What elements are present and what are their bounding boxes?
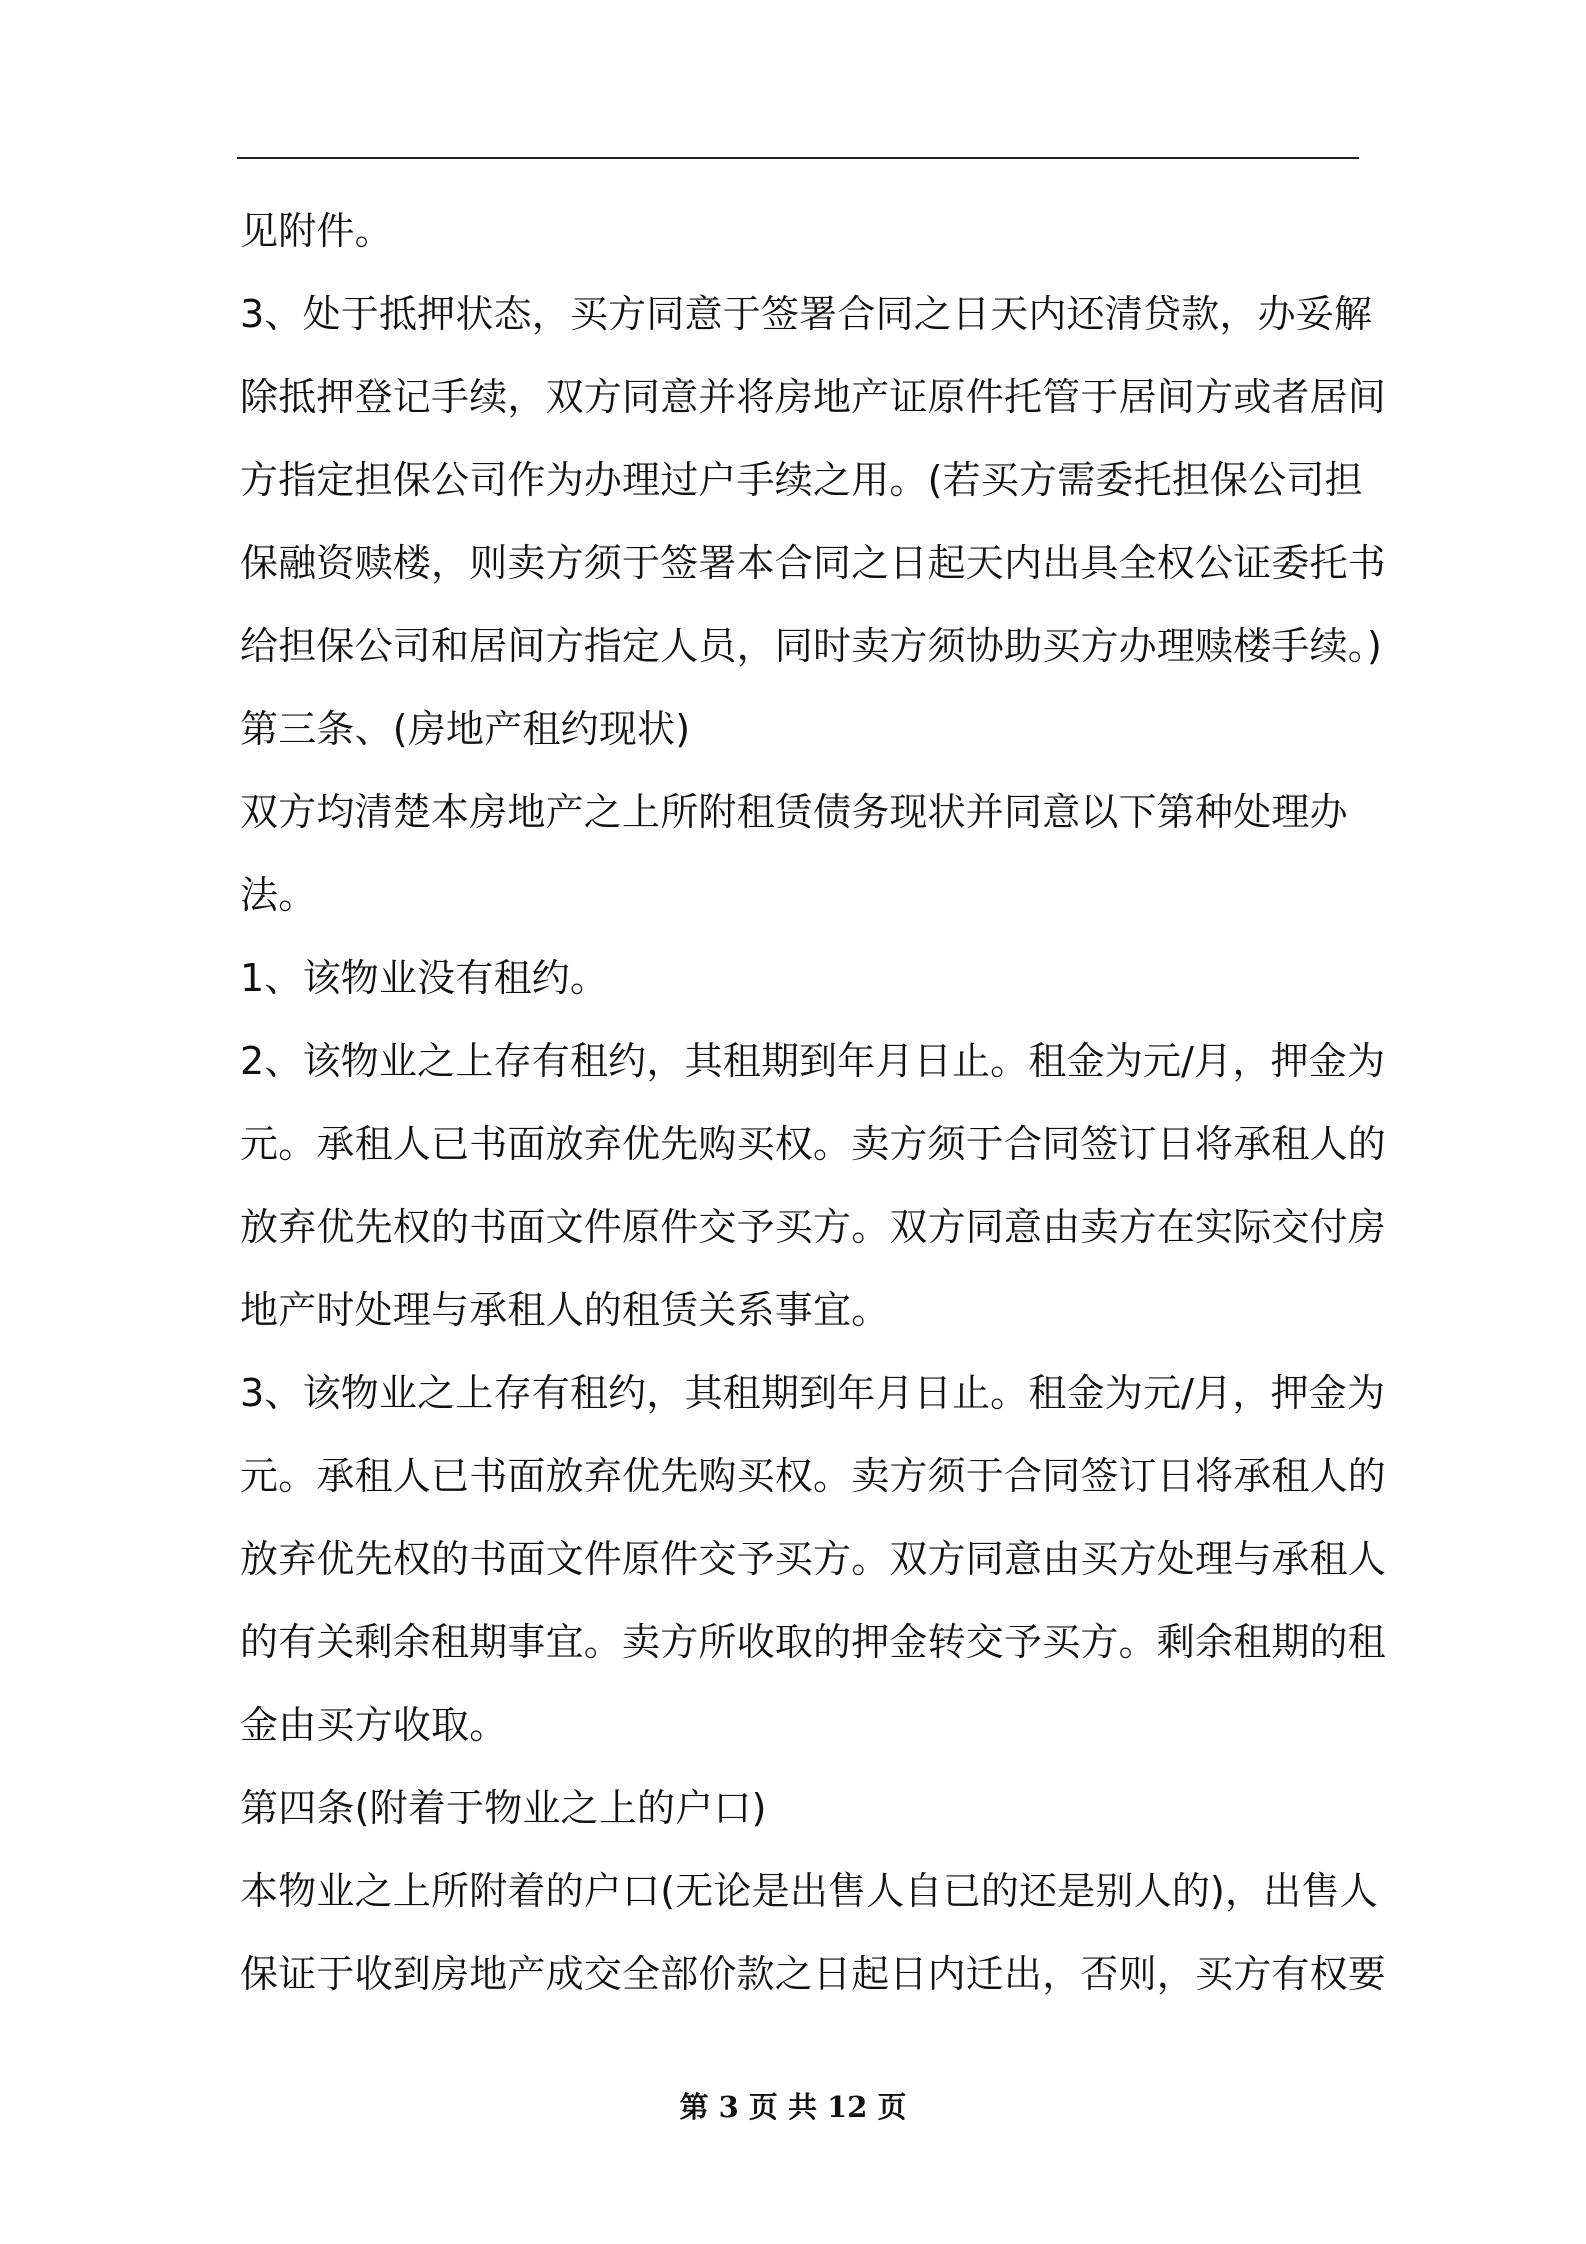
section-heading: 第三条、(房地产租约现状) — [240, 707, 691, 751]
text-line: 地产时处理与承租人的租赁关系事宜。 — [240, 1288, 890, 1332]
document-body — [240, 190, 1387, 2016]
text-line: 元。承租人已书面放弃优先购买权。卖方须于合同签订日将承租人的 — [240, 1122, 1387, 1166]
text-line: 保证于收到房地产成交全部价款之日起日内迁出，否则，买方有权要 — [240, 1952, 1387, 1996]
text-line: 双方均清楚本房地产之上所附租赁债务现状并同意以下第种处理办 — [240, 790, 1348, 834]
text-line: 金由买方收取。 — [240, 1703, 508, 1747]
text-line: 放弃优先权的书面文件原件交予买方。双方同意由卖方在实际交付房 — [240, 1205, 1387, 1249]
text-line: 3、处于抵押状态，买方同意于签署合同之日天内还清贷款，办妥解 — [240, 292, 1373, 336]
text-line: 除抵押登记手续，双方同意并将房地产证原件托管于居间方或者居间 — [240, 375, 1387, 419]
section-heading: 第四条(附着于物业之上的户口) — [240, 1786, 767, 1830]
page-number: 第 3 页 共 12 页 — [679, 2090, 907, 2124]
text-line: 给担保公司和居间方指定人员，同时卖方须协助买方办理赎楼手续。) — [240, 624, 1383, 668]
text-line: 见附件。 — [240, 209, 393, 253]
text-line: 保融资赎楼，则卖方须于签署本合同之日起天内出具全权公证委托书 — [240, 541, 1387, 585]
text-line: 方指定担保公司作为办理过户手续之用。(若买方需委托担保公司担 — [240, 458, 1363, 502]
text-line: 放弃优先权的书面文件原件交予买方。双方同意由买方处理与承租人 — [240, 1537, 1387, 1581]
text-line: 元。承租人已书面放弃优先购买权。卖方须于合同签订日将承租人的 — [240, 1454, 1387, 1498]
header-rule — [237, 157, 1359, 159]
text-line: 法。 — [240, 873, 317, 917]
text-line: 本物业之上所附着的户口(无论是出售人自已的还是别人的)，出售人 — [240, 1869, 1378, 1913]
text-line: 1、该物业没有租约。 — [240, 956, 609, 1000]
text-line: 2、该物业之上存有租约，其租期到年月日止。租金为元/月，押金为 — [240, 1039, 1386, 1083]
text-line: 的有关剩余租期事宜。卖方所收取的押金转交予买方。剩余租期的租 — [240, 1620, 1387, 1664]
text-line: 3、该物业之上存有租约，其租期到年月日止。租金为元/月，押金为 — [240, 1371, 1386, 1415]
